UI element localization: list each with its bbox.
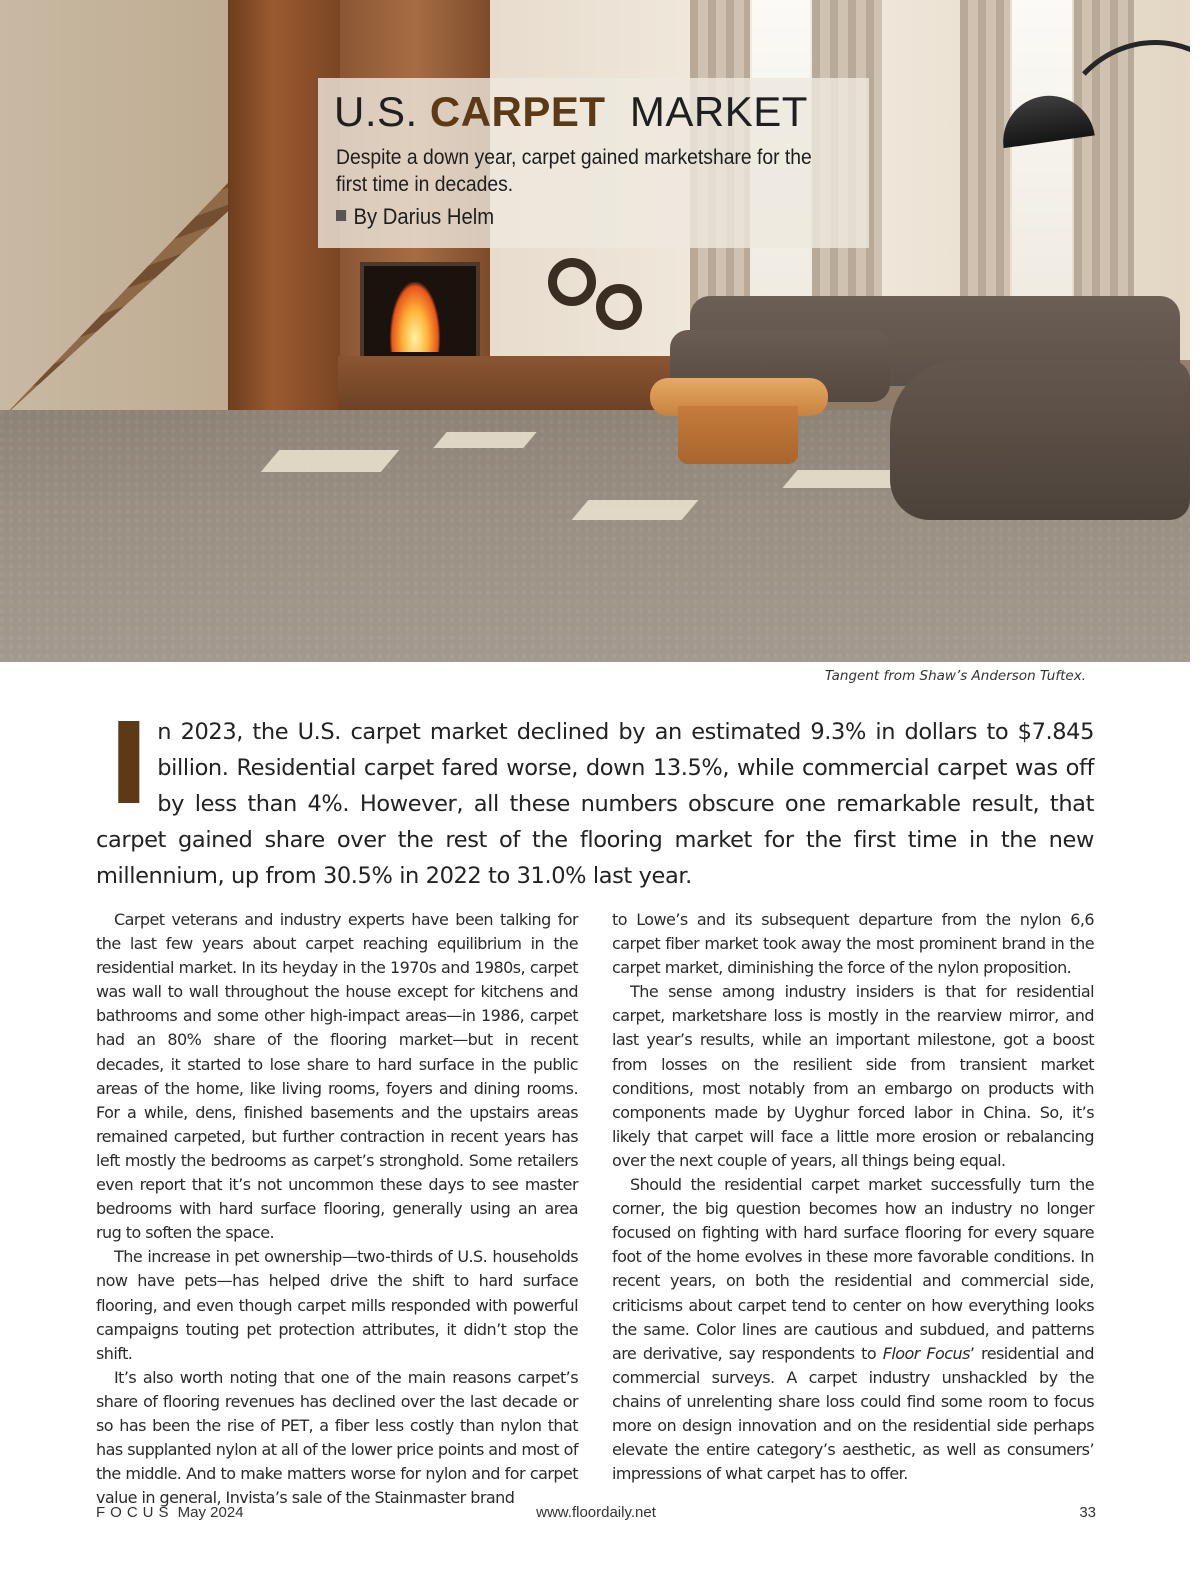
photo-fire [390, 282, 440, 352]
issue-date: May 2024 [177, 1504, 244, 1521]
article-title [334, 88, 808, 136]
photo-caption: Tangent from Shaw’s Anderson Tuftex. [824, 668, 1086, 684]
body-text: Should the residential carpet market successfully turn the corner, the big question becomes how an industry no longer focused on fighting with hard surface flooring for every square foot of the home evolves in these more favorable conditions. In recent years, on both the residential and commercial side, criticisms about carpet tend to center on how everything looks the same. Color lines are cautious and subdued, and patterns are derivative, say respondents to [612, 1175, 1094, 1363]
body-column-right [612, 908, 1094, 1486]
lead-paragraph [96, 700, 1094, 894]
magazine-name: FOCUS [96, 1504, 174, 1521]
lead-text: n 2023, the U.S. carpet market declined by an estimated 9.3% in dollars to $7.845 billion. Residential carpet fared worse, down 13.5%, while commercial carpet was off by less than 4%. However, all these numbers obscure one remarkable result, that carpet gained share over the rest of the flooring market for the first time in the new millennium, up from 30.5% in 2022 to 31.0% last year. [96, 719, 1094, 889]
photo-sunlight [433, 432, 536, 448]
photo-sunlight [572, 500, 699, 520]
byline-text: By Darius Helm [353, 204, 495, 229]
square-bullet-icon [336, 210, 346, 221]
drop-cap: I [108, 700, 150, 830]
publication-name: Floor Focus [882, 1343, 970, 1363]
hero-photo [0, 0, 1190, 662]
photo-sculpture [548, 258, 596, 306]
body-paragraph: The increase in pet ownership—two-thirds of U.S. households now have pets—has helped drive the shift to hard surface flooring, and even though carpet mills responded with powerful campaigns touting pet protection attributes, it didn’t stop the shift. [96, 1247, 578, 1363]
title-box [318, 78, 869, 248]
body-paragraph: to Lowe’s and its subsequent departure from the nylon 6,6 carpet fiber market took away the most prominent brand in the carpet market, diminishing the force of the nylon proposition. [612, 910, 1094, 978]
title-part: U.S. [334, 88, 418, 135]
page-number: 33 [1079, 1504, 1096, 1521]
body-column-left [96, 908, 578, 1510]
footer-url: www.floordaily.net [536, 1504, 656, 1521]
photo-sunlight [782, 470, 907, 488]
photo-sunlight [261, 450, 399, 472]
article-dek: Despite a down year, carpet gained marketshare for the first time in decades. [336, 146, 812, 196]
body-paragraph: Carpet veterans and industry experts have been talking for the last few years about carpet reaching equilibrium in the residential market. In its heyday in the 1970s and 1980s, carpet was wall to wall throughout the house except for kitchens and bathrooms and some other high-impact areas—in 1986, carpet had an 80% share of the flooring market—but in recent decades, it started to lose share to hard surface in the public areas of the home, like living rooms, foyers and dining rooms. For a while, dens, finished basements and the upstairs areas remained carpeted, but further contraction in recent years has left mostly the bedrooms as carpet’s stronghold. Some retailers even report that it’s not uncommon these days to see master bedrooms with hard surface flooring, generally using an area rug to soften the space. [96, 910, 578, 1243]
article-byline [336, 204, 494, 230]
body-paragraph [612, 1173, 1094, 1486]
title-part: MARKET [629, 88, 808, 135]
photo-sofa [890, 360, 1190, 520]
body-paragraph: The sense among industry insiders is that for residential carpet, marketshare loss is mostly in the rearview mirror, and last year’s results, while an important milestone, got a boost from losses on the resilient side from transient market conditions, most notably from an embargo on products with components made by Uyghur forced labor in China. So, it’s likely that carpet will face a little more erosion or rebalancing over the next couple of years, all things being equal. [612, 982, 1094, 1170]
title-accent: CARPET [429, 88, 606, 135]
photo-sculpture [596, 284, 642, 330]
body-text: ’ residential and commercial surveys. A carpet industry unshackled by the chains of unrelenting share loss could find some room to focus more on design innovation and on the residential side perhaps elevate the entire category’s aesthetic, as well as consumers’ impressions of what carpet has to offer. [612, 1343, 1094, 1484]
photo-coffee-table [678, 406, 798, 464]
body-paragraph: It’s also worth noting that one of the main reasons carpet’s share of flooring revenues has declined over the last decade or so has been the rise of PET, a fiber less costly than nylon that has supplanted nylon at all of the lower price points and most of the middle. And to make matters worse for nylon and for carpet value in general, Invista’s sale of the Stainmaster brand [96, 1367, 578, 1508]
